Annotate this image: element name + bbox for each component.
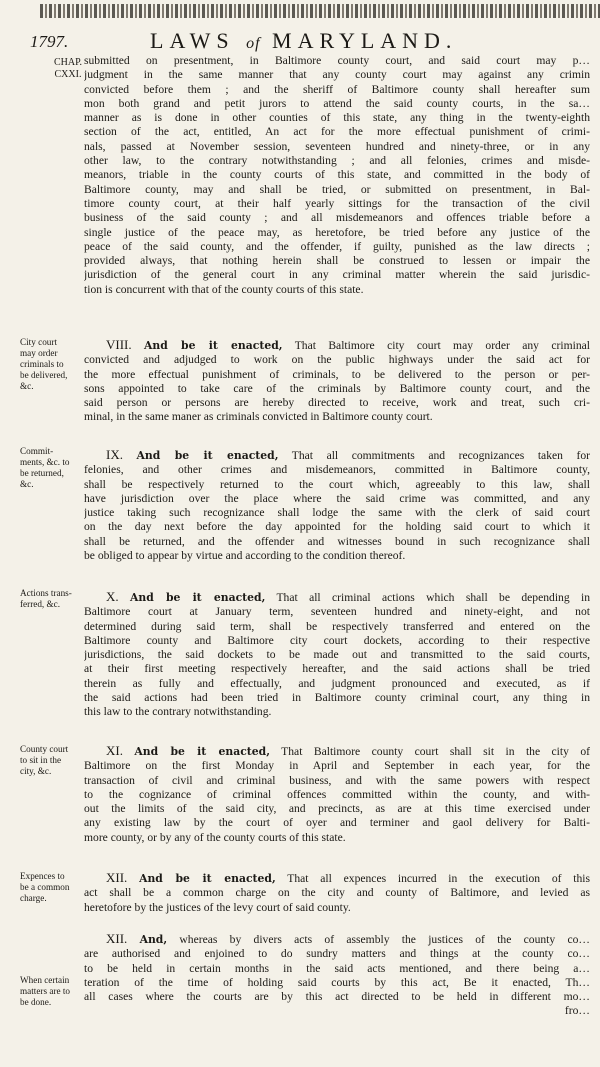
margin-note-line: &c. [20,479,34,489]
section-number: XII. [106,871,128,885]
intro-line: provided always, that nothing herein shall be construed to lessen or impair the [84,254,590,268]
section-line: That Baltimore city court may order any criminal [282,339,590,352]
section-line: the said actions had been tried in Baltimore county criminal court, any thing in [84,691,590,705]
intro-line: Baltimore county, may and shall be tried, or submitted on presentment, in Bal- [84,182,590,196]
running-head [150,28,457,54]
section-line: all cases where the courts are by this act directed to be held in different mo… [84,990,590,1004]
margin-note-line: city, &c. [20,766,52,776]
section-number: XI. [106,744,123,758]
section-line: fro… [564,1004,590,1018]
section-first-line [84,871,590,886]
margin-note-line: Expences to [20,871,65,881]
margin-note-line: be done. [20,997,52,1007]
section-first-line [84,590,590,605]
section-x [84,590,590,720]
intro-line: nals, passed at November session, seventeen hundred and ninety-three, or in any [84,139,590,153]
section-line: to be held in certain months in the said acts mentioned, and there being a… [84,961,590,975]
section-first-line [84,744,590,759]
section-first-line [84,448,590,463]
section-line: justice taking such recognizance shall lodge the same with the clerk of said court [84,506,590,520]
enacting-clause: And be it enacted, [134,745,270,758]
enacting-clause: And be it enacted, [144,339,283,352]
section-line: Baltimore on the first Monday in April and September in each year, for the [84,759,590,773]
section-line: act shall be a common charge on the city and county of Baltimore, and levied as [84,886,590,900]
section-line: Baltimore court at January term, seventeen hundred and ninety-eight, and not [84,605,590,619]
margin-note-ix [20,446,86,490]
section-line: Baltimore county and Baltimore city court dockets, according to their respective [84,633,590,647]
section-number: VIII. [106,338,132,352]
section-xiii [84,932,590,1019]
section-line: more county, or by any of the county courts of this state. [84,830,346,844]
section-line: said person or persons are hereby directed to receive, work and treat, such cri- [84,396,590,410]
intro-line: meanors, triable in the county courts of this state, and committed in the body of [84,168,590,182]
section-line: therein as fully and effectually, and judgment pronounced and executed, as if [84,676,590,690]
section-line: sons appointed to take care of the criminals by Baltimore county court, and the [84,381,590,395]
enacting-clause: And be it enacted, [129,591,266,604]
intro-line: section of the act, entitled, An act for the more effectual punishment of crimi- [84,125,590,139]
margin-note-line: ferred, &c. [20,599,61,609]
chapter-word: CHAP. [53,57,83,68]
margin-note-line: &c. [20,381,34,391]
running-head-of: of [246,35,261,52]
page-year: 1797. [30,32,69,51]
margin-note-xiii [20,975,86,1008]
intro-line: other law, to the contrary notwithstanding ; and all felonies, crimes and misde- [84,154,590,168]
margin-note-line: criminals to [20,359,64,369]
section-line: the more effectual punishment of criminals, to be delivered to the person or per- [84,367,590,381]
intro-line: manner as is done in other counties of this state, any thing in the twenty-eighth [84,111,590,125]
intro-line: single justice of the peace may, as heretofore, be tried before any justice of the [84,225,590,239]
enacting-clause: And, [139,933,168,946]
section-ix [84,448,590,563]
intro-line: business of the said county ; and all misdemeanors and offences triable before a [84,211,590,225]
section-line: shall be returned, and the offender and witnesses bound in such recognizance shall [84,534,590,548]
section-line: shall be respectively returned to the court which, agreeably to this law, shall [84,477,590,491]
section-line: whereas by divers acts of assembly the justices of the county co… [167,933,590,946]
chapter-number: CXXI. [54,69,82,80]
margin-note-line: matters are to [20,986,70,996]
section-line: That all expences incurred in the execution of this [275,872,590,885]
intro-line: mon both grand and petit jurors to attend the said county courts, in the sa… [84,96,590,110]
intro-line: peace of the said county, and the offender, if guilty, punished as the law directs ; [84,239,590,253]
decorative-top-border [40,4,600,18]
section-line: jurisdictions, the said dockets to be made out and transmitted to the said courts, [84,648,590,662]
margin-note-x [20,588,86,610]
margin-note-line: When certain [20,975,70,985]
section-line: That all criminal actions which shall be depending in [265,591,590,604]
section-xii [84,871,590,915]
section-line: convicted and adjudged to work on the public highways under the said act for [84,353,590,367]
enacting-clause: And be it enacted, [136,449,279,462]
section-line: at their first meeting respectively hereafter, and the said actions shall be tried [84,662,590,676]
margin-note-xii [20,871,86,904]
margin-note-line: be delivered, [20,370,68,380]
intro-line: judgment in the same manner that any county court may against any crimin [84,68,590,82]
intro-line: submitted on presentment, in Baltimore county court, and said court may p… [84,54,590,67]
margin-note-line: Actions trans- [20,588,72,598]
section-line: have jurisdiction over the place where the said crime was committed, and any [84,491,590,505]
section-line: determined during said term, shall be respectively transferred and entered on the [84,619,590,633]
section-line: That all commitments and recognizances taken for [278,449,590,462]
section-line: felonies, and other crimes and misdemeanors, committed in Baltimore county, [84,463,590,477]
section-number: X. [106,590,119,604]
section-number: XII. [106,932,128,946]
section-xi [84,744,590,845]
margin-note-line: be returned, [20,468,64,478]
section-line: That Baltimore county court shall sit in the city of [269,745,590,758]
section-viii [84,338,590,425]
margin-note-line: be a common [20,882,70,892]
running-head-laws: LAWS [150,28,235,53]
section-line: to the cognizance of criminal offences committed within the county, and with- [84,787,590,801]
margin-note-line: City court [20,337,58,347]
section-line: are authorised and enjoined to do sundry matters and things at the county co… [84,947,590,961]
section-line: on the day next before the day appointed for the holding said court to which it [84,520,590,534]
section-line: out the limits of the said city, and precincts, as are at this time exercised under [84,802,590,816]
section-line: teration of the time of holding said courts by this act, Be it enacted, Th… [84,975,590,989]
section-number: IX. [106,448,123,462]
margin-note-line: County court [20,744,69,754]
section-line: be obliged to appear by virtue and according to the condition thereof. [84,549,406,563]
margin-note-xi [20,744,86,777]
section-first-line [84,338,590,353]
margin-note-line: charge. [20,893,47,903]
enacting-clause: And be it enacted, [139,872,276,885]
intro-line: tion is concurrent with that of the county courts of this state. [84,282,364,296]
section-line: minal, in the same maner as criminals convicted in Baltimore county court. [84,410,433,424]
margin-note-viii [20,337,86,392]
margin-note-line: to sit in the [20,755,62,765]
running-head-maryland: MARYLAND. [272,28,458,53]
section-line: any existing law by the court of oyer and terminer and gaol delivery for Balti- [84,816,590,830]
section-line: heretofore by the justices of the levy court of said county. [84,900,351,914]
section-line: this law to the contrary notwithstanding. [84,705,272,719]
margin-note-line: may order [20,348,58,358]
intro-line: jurisdiction of the general court in any criminal matter wherein the said jurisdic- [84,268,590,282]
section-line: transaction of civil and criminal business, and with the same powers with respect [84,773,590,787]
section-first-line [84,932,590,947]
margin-note-line: ments, &c. to [20,457,70,467]
intro-line: convicted before them ; and the sheriff of Baltimore county shall hereafter sum [84,82,590,96]
intro-line: timore county court, at their half yearly sittings for the transaction of the civil [84,196,590,210]
margin-note-line: Commit- [20,446,54,456]
intro-paragraph [84,54,590,297]
